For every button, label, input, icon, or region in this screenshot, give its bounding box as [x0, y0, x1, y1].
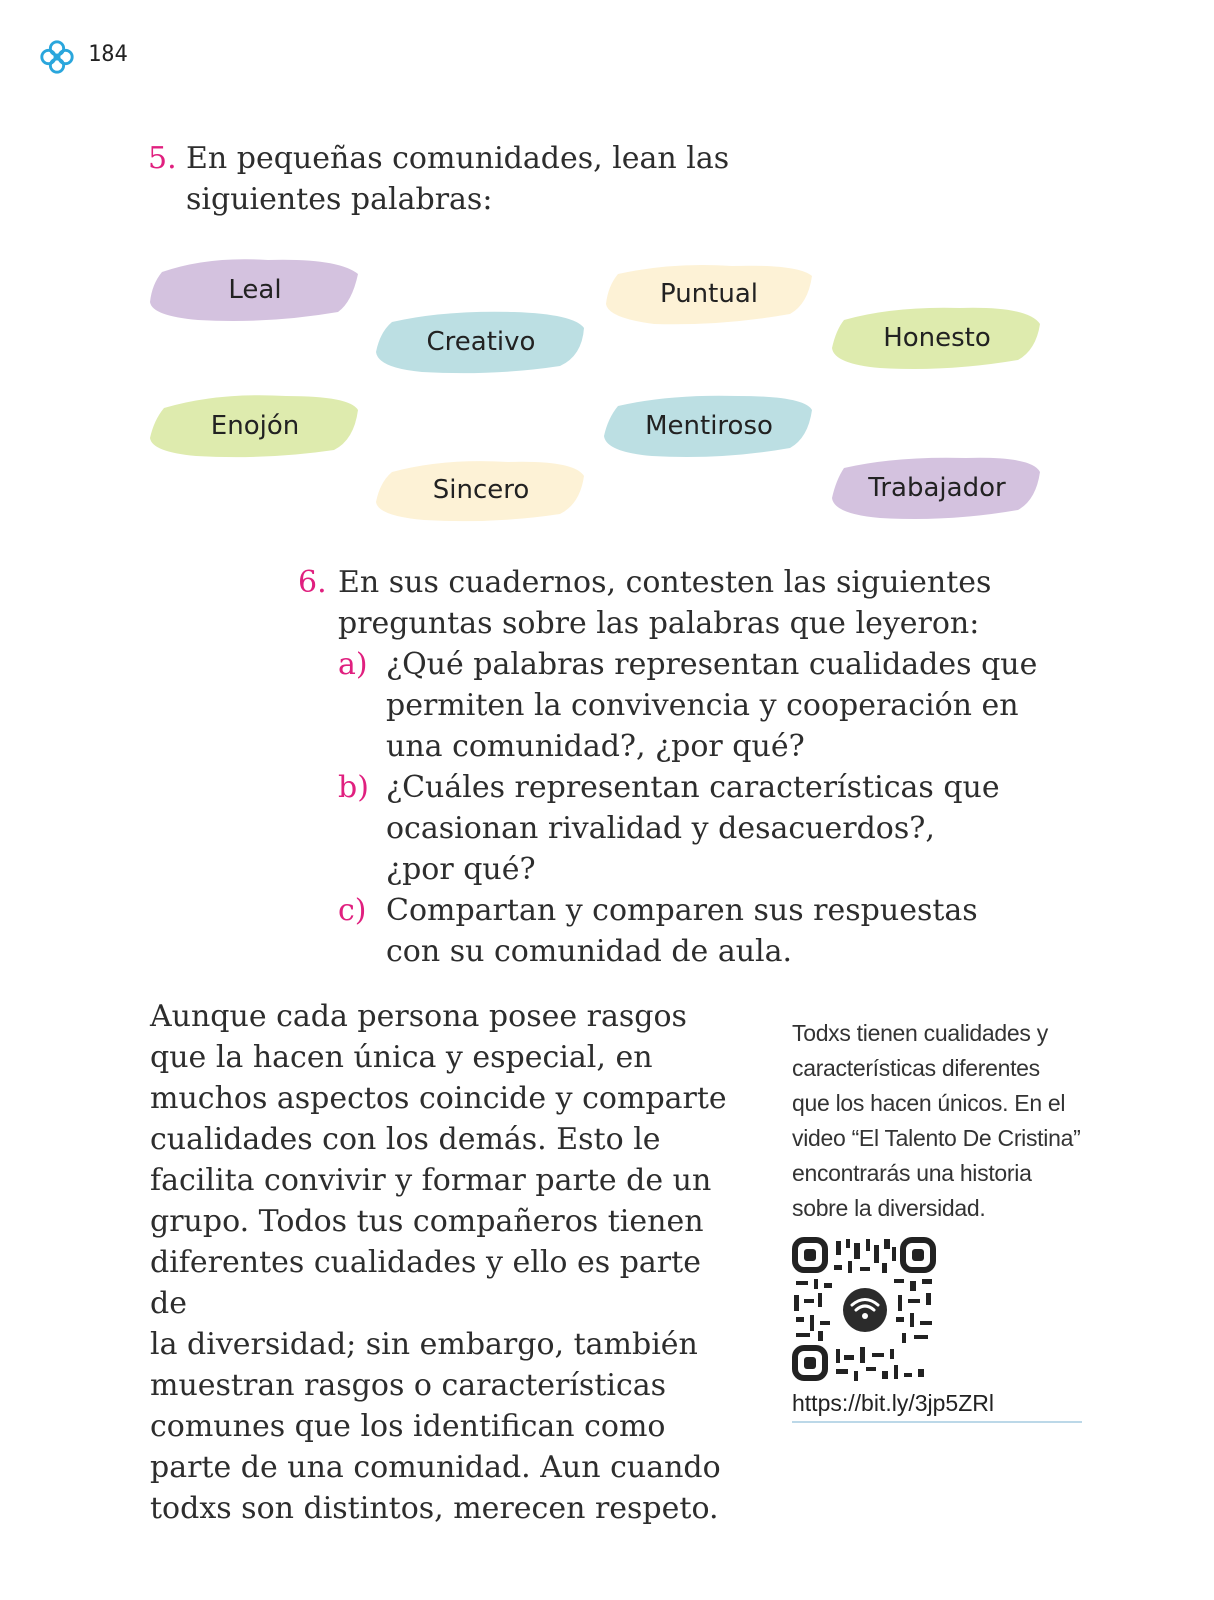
word-tag-honesto — [830, 302, 1044, 374]
item-6-line-2: preguntas sobre las palabras que leyeron: — [338, 606, 980, 641]
word-puntual: Puntual — [659, 279, 758, 309]
word-tag-enojon — [148, 390, 362, 462]
qr-url-link[interactable]: https://bit.ly/3jp5ZRl — [792, 1390, 1082, 1423]
body-line: todxs son distintos, merecen respeto. — [150, 1491, 719, 1526]
subitem-c-line-1: Compartan y comparen sus respuestas — [386, 893, 978, 928]
body-paragraph — [150, 996, 740, 1529]
item-6-line-1: En sus cuadernos, contesten las siguientes — [338, 565, 992, 600]
item-5-line-2: siguientes palabras: — [186, 182, 493, 217]
item-5-number: 5. — [148, 141, 177, 176]
body-line: diferentes cualidades y ello es parte de — [150, 1245, 701, 1321]
body-line: la diversidad; sin embargo, también — [150, 1327, 698, 1362]
side-note-line: que los hacen únicos. En el — [792, 1090, 1066, 1116]
subitem-a-line-1: ¿Qué palabras representan cualidades que — [386, 647, 1038, 682]
subitem-c-label: c) — [338, 893, 367, 928]
body-line: que la hacen única y especial, en — [150, 1040, 653, 1075]
page-number: 184 — [88, 42, 128, 67]
word-tag-leal — [148, 254, 362, 326]
word-trabajador: Trabajador — [868, 473, 1006, 503]
subitem-b-line-1: ¿Cuáles representan características que — [386, 770, 1000, 805]
subitem-b-line-3: ¿por qué? — [386, 852, 536, 887]
word-tag-sincero — [374, 454, 588, 526]
subitem-b-line-2: ocasionan rivalidad y desacuerdos?, — [386, 811, 935, 846]
body-line: muchos aspectos coincide y comparte — [150, 1081, 727, 1116]
body-line: muestran rasgos o características — [150, 1368, 667, 1403]
subitem-a-line-3: una comunidad?, ¿por qué? — [386, 729, 805, 764]
word-creativo: Creativo — [426, 327, 536, 357]
word-honesto: Honesto — [883, 323, 991, 353]
word-enojon: Enojón — [210, 411, 300, 441]
qr-code[interactable] — [790, 1235, 940, 1385]
subitem-c-line-2: con su comunidad de aula. — [386, 934, 793, 969]
body-line: parte de una comunidad. Aun cuando — [150, 1450, 721, 1485]
word-tag-puntual — [602, 258, 816, 330]
side-note-line: video “El Talento De Cristina” — [792, 1125, 1081, 1151]
subitem-a-line-2: permiten la convivencia y cooperación en — [386, 688, 1019, 723]
flower-logo-icon — [38, 38, 76, 76]
side-note-line: Todxs tienen cualidades y — [792, 1020, 1048, 1046]
body-line: grupo. Todos tus compañeros tienen — [150, 1204, 704, 1239]
word-mentiroso: Mentiroso — [645, 411, 773, 441]
side-note-line: encontrarás una historia — [792, 1160, 1032, 1186]
body-line: facilita convivir y formar parte de un — [150, 1163, 712, 1198]
word-tag-creativo — [374, 306, 588, 378]
side-note — [792, 1016, 1102, 1226]
subitem-b-label: b) — [338, 770, 369, 805]
subitem-a-label: a) — [338, 647, 368, 682]
body-line: Aunque cada persona posee rasgos — [150, 999, 687, 1034]
side-note-line: características diferentes — [792, 1055, 1040, 1081]
word-tag-trabajador — [830, 452, 1044, 524]
word-leal: Leal — [228, 275, 282, 305]
item-6-number: 6. — [298, 565, 327, 600]
word-tag-mentiroso — [602, 390, 816, 462]
side-note-line: sobre la diversidad. — [792, 1195, 986, 1221]
body-line: comunes que los identifican como — [150, 1409, 666, 1444]
word-sincero: Sincero — [432, 475, 530, 505]
body-line: cualidades con los demás. Esto le — [150, 1122, 661, 1157]
item-5-line-1: En pequeñas comunidades, lean las — [186, 141, 730, 176]
